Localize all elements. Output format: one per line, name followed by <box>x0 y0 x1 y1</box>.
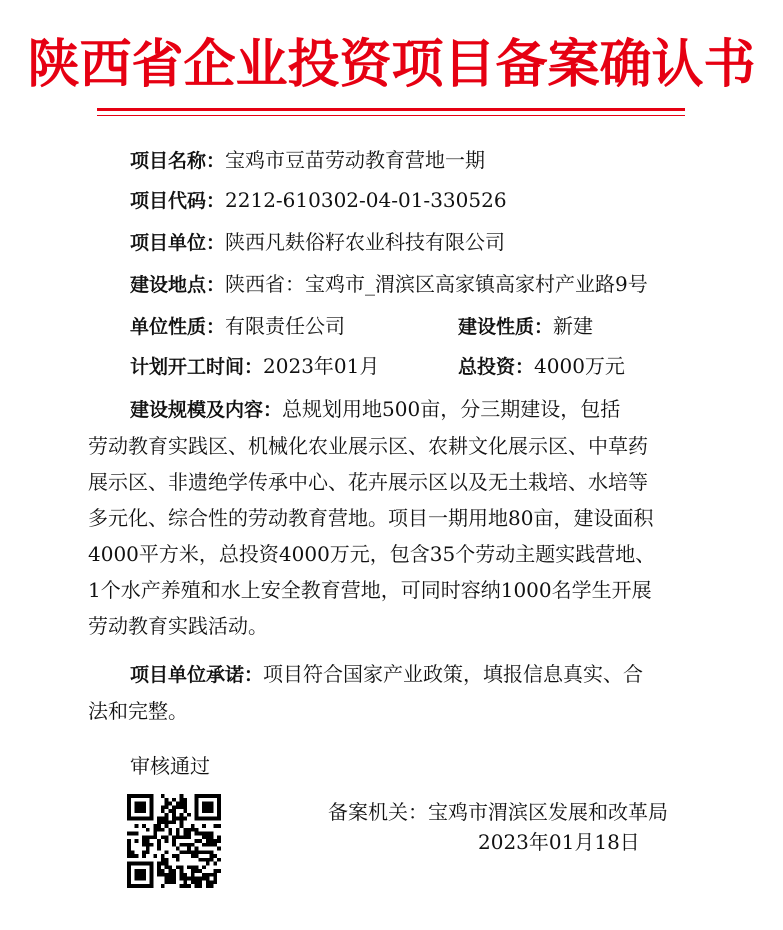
field-label: 计划开工时间： <box>130 356 264 378</box>
scale-label: 建设规模及内容： <box>130 399 283 421</box>
field-project-code <box>130 186 507 215</box>
commitment-text: 项目符合国家产业政策，填报信息真实、合 <box>263 662 644 686</box>
field-project-name <box>130 146 485 175</box>
field-value: 陕西省：宝鸡市_渭滨区高家镇高家村产业路9号 <box>225 272 648 296</box>
commitment-line: 法和完整。 <box>88 699 188 723</box>
field-label: 建设性质： <box>458 316 554 338</box>
document-title: 陕西省企业投资项目备案确认书 <box>27 34 756 95</box>
field-label: 总投资： <box>458 356 535 378</box>
filing-authority: 备案机关：宝鸡市渭滨区发展和改革局 <box>328 800 668 824</box>
scale-text: 总规划用地500亩，分三期建设，包括 <box>282 397 621 421</box>
field-unit-nature <box>130 312 345 341</box>
field-value: 新建 <box>553 314 594 338</box>
field-label: 项目代码： <box>130 190 226 212</box>
scale-paragraph <box>88 391 688 644</box>
field-value: 宝鸡市豆苗劳动教育营地一期 <box>225 148 486 172</box>
field-build-nature <box>458 312 593 341</box>
field-label: 建设地点： <box>130 274 226 296</box>
field-label: 单位性质： <box>130 316 226 338</box>
title-rule-thick <box>97 108 685 111</box>
field-value: 陕西凡麸俗籽农业科技有限公司 <box>225 230 506 254</box>
field-location <box>130 270 648 299</box>
scale-line <box>88 391 688 428</box>
review-status: 审核通过 <box>130 754 210 778</box>
title-rule-thin <box>97 115 685 116</box>
filing-date: 2023年01月18日 <box>478 830 640 854</box>
field-total-investment <box>458 352 625 381</box>
field-value: 2212-610302-04-01-330526 <box>225 188 507 212</box>
scale-line: 多元化、综合性的劳动教育营地。项目一期用地80亩，建设面积 <box>88 506 654 530</box>
field-start-time <box>130 352 379 381</box>
qr-code <box>127 794 221 888</box>
field-value: 2023年01月 <box>263 354 380 378</box>
scale-line: 1个水产养殖和水上安全教育营地，可同时容纳1000名学生开展 <box>88 578 652 602</box>
commitment-label: 项目单位承诺： <box>130 664 264 686</box>
scale-line: 劳动教育实践区、机械化农业展示区、农耕文化展示区、中草药 <box>88 434 648 458</box>
commitment-line <box>88 656 688 693</box>
scale-line: 展示区、非遗绝学传承中心、花卉展示区以及无土栽培、水培等 <box>88 470 648 494</box>
field-value: 有限责任公司 <box>225 314 346 338</box>
field-label: 项目名称： <box>130 150 226 172</box>
scale-line: 4000平方米，总投资4000万元，包含35个劳动主题实践营地、 <box>88 542 656 566</box>
field-label: 项目单位： <box>130 232 226 254</box>
field-project-unit <box>130 228 505 257</box>
commitment-paragraph <box>88 656 688 729</box>
scale-line: 劳动教育实践活动。 <box>88 614 268 638</box>
field-value: 4000万元 <box>534 354 625 378</box>
